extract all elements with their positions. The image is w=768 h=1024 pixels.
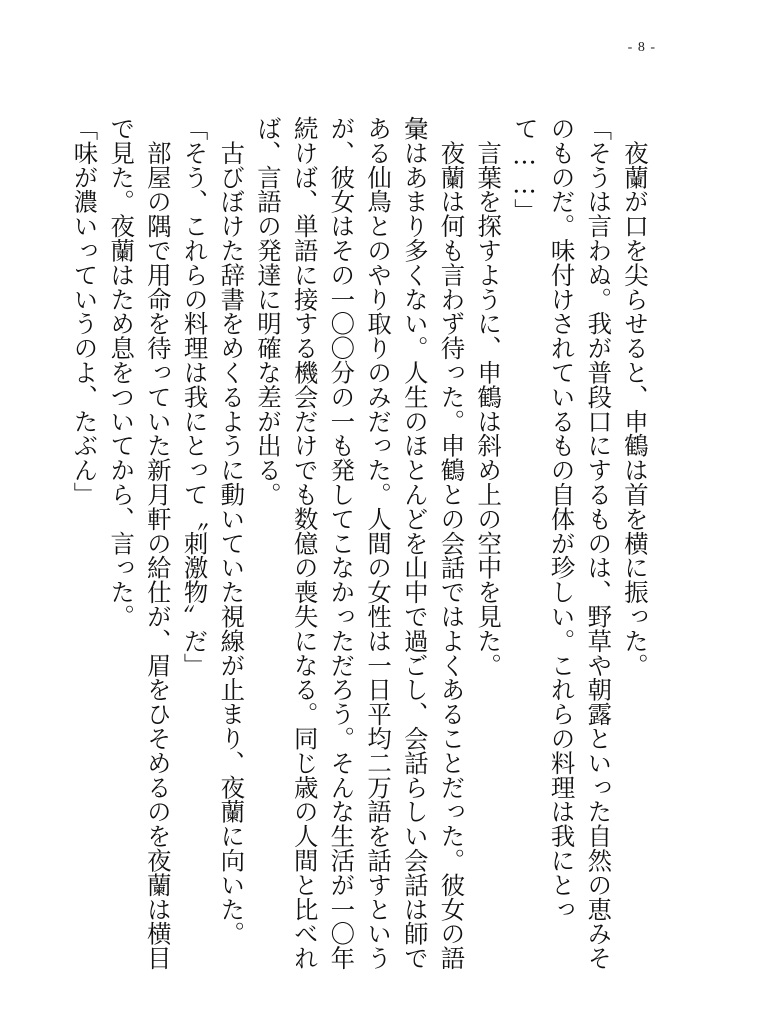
paragraph-2: 「そうは言わぬ。我が普段口にするものは、野草や朝露といった自然の恵みそのものだ。味付けされているもの自体が珍しい。これらの料理は我にとって……」 — [509, 116, 613, 970]
page-number: - 8 - — [627, 40, 656, 55]
paragraph-5: 古びぼけた辞書をめくるように動いていた視線が止まり、夜蘭に向いた。 — [216, 116, 246, 946]
paragraph-3: 言葉を探すように、申鶴は斜め上の空中を見た。 — [473, 116, 503, 678]
vertical-text-body — [69, 116, 652, 976]
paragraph-8: 「味が濃いっていうのよ、たぶん」 — [69, 116, 99, 507]
paragraph-6: 「そう、これらの料理は我にとって〝刺激物〟だ」 — [179, 116, 209, 678]
paragraph-7: 部屋の隅で用命を待っていた新月軒の給仕が、眉をひそめるのを夜蘭は横目で見た。夜蘭はため息をついてから、言った。 — [106, 116, 172, 970]
paragraph-1: 夜蘭が口を尖らせると、申鶴は首を横に振った。 — [620, 116, 649, 678]
paragraph-4: 夜蘭は何も言わず待った。申鶴との会話ではよくあることだった。彼女の語彙はあまり多くない。人生のほとんどを山中で過ごし、会話らしい会話は師である仙鳥とのやり取りのみだった。人間の女性は一日平均二万語を話すというが、彼女はその一〇〇分の一も発してこなかっただろう。そんな生活が一〇年続けば、単語に接する機会だけでも数億の喪失になる。同じ歳の人間と比べれば、言語の発達に明確な差が出る。 — [252, 116, 466, 970]
